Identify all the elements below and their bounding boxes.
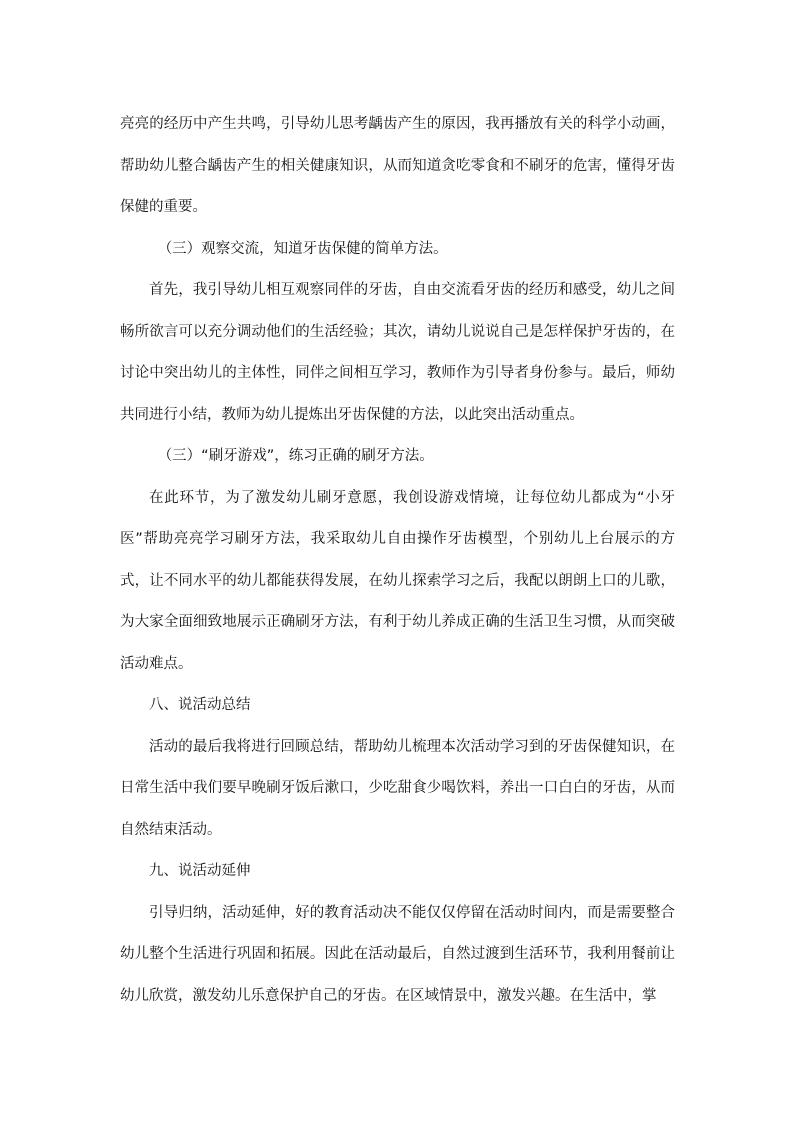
paragraph-activity-summary: 活动的最后我将进行回顾总结，帮助幼儿梳理本次活动学习到的牙齿保健知识，在日常生活中我们要早晚刷牙饭后漱口，少吃甜食少喝饮料，养出一口白白的牙齿，从而自然结束活动。 [120, 738, 675, 838]
subheading-observe-exchange: （三）观察交流，知道牙齿保健的简单方法。 [157, 240, 448, 257]
paragraph-continuation: 亮亮的经历中产生共鸣，引导幼儿思考龋齿产生的原因，我再播放有关的科学小动画，帮助幼儿整合龋齿产生的相关健康知识，从而知道贪吃零食和不刷牙的危害，懂得牙齿保健的重要。 [120, 116, 675, 215]
paragraph-brushing-game: 在此环节，为了激发幼儿刷牙意愿，我创设游戏情境，让每位幼儿都成为“小牙医”帮助亮亮学习刷牙方法，我采取幼儿自由操作牙齿模型，个别幼儿上台展示的方式，让不同水平的幼儿都能获得发展，在幼儿探索学习之后，我配以朗朗上口的儿歌，为大家全面细致地展示正确刷牙方法，有利于幼儿养成正确的生活卫生习惯，从而突破活动难点。 [120, 489, 675, 672]
paragraph-observe-exchange: 首先，我引导幼儿相互观察同伴的牙齿，自由交流看牙齿的经历和感受，幼儿之间畅所欲言可以充分调动他们的生活经验；其次，请幼儿说说自己是怎样保护牙齿的，在讨论中突出幼儿的主体性，同伴之间相互学习，教师作为引导者身份参与。最后，师幼共同进行小结，教师为幼儿提炼出牙齿保健的方法，以此突出活动重点。 [120, 282, 675, 423]
subheading-brushing-game: （三）“刷牙游戏”，练习正确的刷牙方法。 [157, 448, 434, 464]
paragraph-activity-extension: 引导归纳，活动延伸，好的教育活动决不能仅仅停留在活动时间内，而是需要整合幼儿整个生活进行巩固和拓展。因此在活动最后，自然过渡到生活环节，我利用餐前让幼儿欣赏，激发幼儿乐意保护自己的牙齿。在区域情景中，激发兴趣。在生活中，掌 [120, 904, 675, 1004]
heading-activity-extension: 九、说活动延伸 [149, 863, 251, 879]
heading-activity-summary: 八、说活动总结 [149, 697, 251, 713]
document-body [120, 104, 675, 1017]
